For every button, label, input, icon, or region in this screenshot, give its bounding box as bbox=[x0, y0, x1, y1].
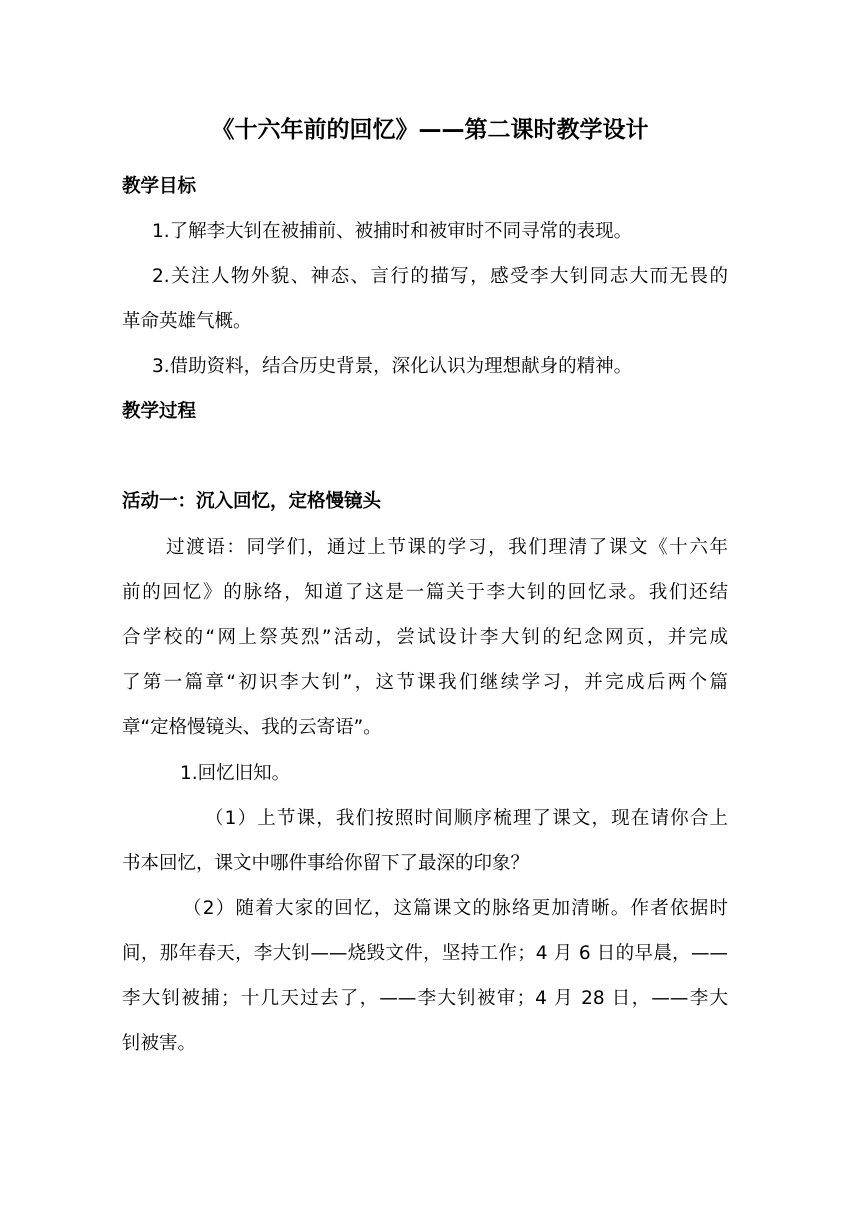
review-question-2-line-1: （2）随着大家的回忆，这篇课文的脉络更加清晰。作者依据时 bbox=[183, 898, 728, 919]
process-heading: 教学过程 bbox=[122, 401, 197, 422]
review-heading: 1.回忆旧知。 bbox=[180, 763, 291, 784]
review-question-2-line-2: 间，那年春天，李大钊——烧毁文件，坚持工作；4 月 6 日的早晨，—— bbox=[122, 943, 728, 964]
document-title: 《十六年前的回忆》——第二课时教学设计 bbox=[211, 117, 649, 143]
transition-line-2: 前的回忆》的脉络，知道了这是一篇关于李大钊的回忆录。我们还结 bbox=[122, 582, 728, 603]
review-question-1-line-1: （1）上节课，我们按照时间顺序梳理了课文，现在请你合上 bbox=[205, 808, 728, 829]
review-question-1-line-2: 书本回忆，课文中哪件事给你留下了最深的印象？ bbox=[122, 853, 530, 874]
activity-1-heading: 活动一：沉入回忆，定格慢镜头 bbox=[122, 491, 382, 512]
objective-item-3: 3.借助资料，结合历史背景，深化认识为理想献身的精神。 bbox=[152, 356, 633, 377]
transition-line-1: 过渡语：同学们，通过上节课的学习，我们理清了课文《十六年 bbox=[166, 537, 728, 558]
transition-line-4: 了第一篇章“初识李大钊”，这节课我们继续学习，并完成后两个篇 bbox=[122, 672, 728, 693]
review-question-2-line-4: 钊被害。 bbox=[122, 1033, 197, 1054]
transition-line-3: 合学校的“网上祭英烈”活动，尝试设计李大钊的纪念网页，并完成 bbox=[122, 627, 728, 648]
review-question-2-line-3: 李大钊被捕；十几天过去了，——李大钊被审；4 月 28 日，——李大 bbox=[122, 988, 728, 1009]
objective-item-2-line-2: 革命英雄气概。 bbox=[122, 311, 252, 332]
objectives-heading: 教学目标 bbox=[122, 176, 197, 197]
objective-item-2-line-1: 2.关注人物外貌、神态、言行的描写，感受李大钊同志大而无畏的 bbox=[152, 266, 728, 287]
transition-line-5: 章“定格慢镜头、我的云寄语”。 bbox=[122, 717, 382, 738]
objective-item-1: 1.了解李大钊在被捕前、被捕时和被审时不同寻常的表现。 bbox=[152, 221, 633, 242]
